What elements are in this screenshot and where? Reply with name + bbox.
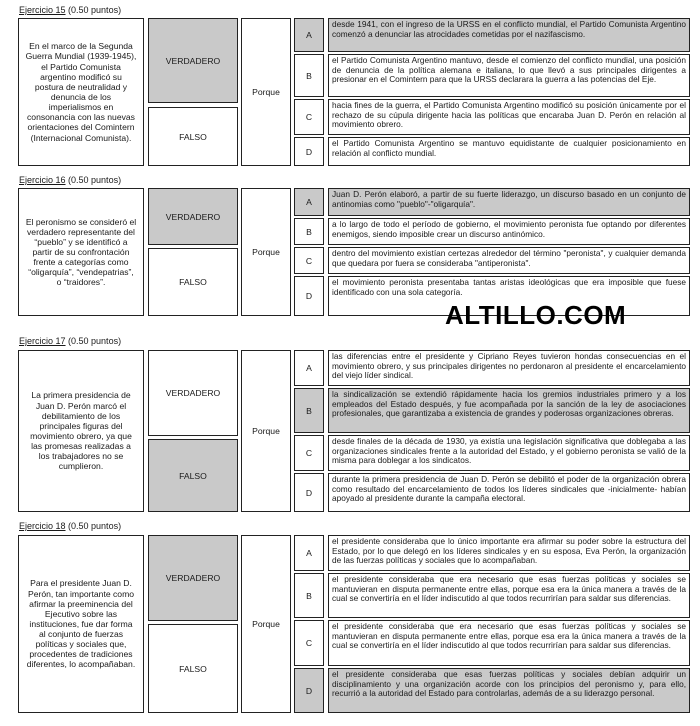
- exercise-16-option-a-letter: A: [294, 188, 324, 216]
- exercise-17-option-a-text: las diferencias entre el presidente y Cipriano Reyes tuvieron hondas consecuencias en el movimiento obrero, y sus principales dirigentes no perdonaron al presidente el encarcelamiento del viejo líder sindical.: [328, 350, 690, 386]
- exercise-15-link[interactable]: Ejercicio 15: [19, 5, 66, 15]
- exercise-16-option-d-letter: D: [294, 276, 324, 316]
- exercise-18-falso[interactable]: FALSO: [148, 624, 238, 713]
- exercise-15-points: (0.50 puntos): [65, 5, 122, 15]
- exercise-18-option-d[interactable]: [294, 668, 690, 713]
- exercise-16-title: [19, 175, 121, 185]
- exercise-15-option-a-text: desde 1941, con el ingreso de la URSS en el conflicto mundial, el Partido Comunista Argentino comenzó a denunciar las atrocidades cometidas por el nazifascismo.: [328, 18, 690, 52]
- exercise-18-option-c-letter: C: [294, 620, 324, 666]
- exercise-18-option-a-letter: A: [294, 535, 324, 571]
- exercise-17-porque: Porque: [241, 350, 291, 512]
- exercise-15-option-d-text: el Partido Comunista Argentino se mantuvo equidistante de cualquier posicionamiento en relación al conflicto mundial.: [328, 137, 690, 166]
- exercise-17-link[interactable]: Ejercicio 17: [19, 336, 66, 346]
- exercise-16-option-c[interactable]: [294, 247, 690, 274]
- exercise-18-option-d-text: el presidente consideraba que esas fuerzas políticas y sociales debían adquirir un disciplinamiento y una organización acorde con los principios del peronismo y, para ello, recurrió a la autoridad del Estado para controlarlas, además de a su liderazgo personal.: [328, 668, 690, 713]
- exercise-16-option-b-text: a lo largo de todo el período de gobierno, el movimiento peronista fue optando por diferentes enemigos, siendo imposible crear un discurso antinómico.: [328, 218, 690, 245]
- exercise-15-option-b[interactable]: [294, 54, 690, 97]
- exercise-18-option-c-text: el presidente consideraba que era necesario que esas fuerzas políticas y sociales se mantuvieran en disputa permanente entre ellas, porque esa era la única manera a través de la cual se convertiría en el líder indiscutido al que todos recurrirían para saldar sus diferencias.: [328, 620, 690, 666]
- exercise-16-option-b-letter: B: [294, 218, 324, 245]
- exercise-16-porque: Porque: [241, 188, 291, 316]
- exercise-15-option-a-letter: A: [294, 18, 324, 52]
- exercise-17-falso[interactable]: FALSO: [148, 439, 238, 512]
- exercise-16: [18, 188, 690, 316]
- exercise-16-verdadero[interactable]: VERDADERO: [148, 188, 238, 245]
- exercise-15-option-d-letter: D: [294, 137, 324, 166]
- exercise-17-option-d-text: durante la primera presidencia de Juan D. Perón se debilitó el poder de la organización obrera como resultado del encarcelamiento de todos los líderes sindicales que -inicialmente- habían apoyado al presidente durante la campaña electoral.: [328, 473, 690, 512]
- exercise-17-option-d[interactable]: [294, 473, 690, 512]
- exercise-16-option-a-text: Juan D. Perón elaboró, a partir de su fuerte liderazgo, un discurso basado en un conjunto de antinomias como "pueblo"-"oligarquía".: [328, 188, 690, 216]
- exercise-17: [18, 350, 690, 512]
- exercise-15-option-b-text: el Partido Comunista Argentino mantuvo, desde el comienzo del conflicto mundial, una posición de denuncia de la política alemana e italiana, lo que llevó a sus principales dirigentes a presionar en el Comintern para que la URSS declarara la guerra a las potencias del Eje.: [328, 54, 690, 97]
- exercise-17-option-c-letter: C: [294, 435, 324, 471]
- exercise-18-option-c[interactable]: [294, 620, 690, 666]
- exercise-17-option-b-text: la sindicalización se extendió rápidamente hacia los gremios industriales primero y a los empleados del Estado después, y fue acompañada por la sanción de la ley de asociaciones profesionales, que garantizaba a existencia de grandes y poderosas organizaciones obreras.: [328, 388, 690, 433]
- exercise-18-statement: Para el presidente Juan D. Perón, tan importante como afirmar la preeminencia del Ejecutivo sobre las instituciones, fue dar forma al conjunto de fuerzas políticas y sociales que, procedentes de tradiciones diferentes, lo acompañaban.: [18, 535, 144, 713]
- exercise-15: [18, 18, 690, 166]
- watermark-logo: ALTILLO.COM: [445, 300, 627, 330]
- exercise-18-option-b-letter: B: [294, 573, 324, 618]
- exercise-18-verdadero[interactable]: VERDADERO: [148, 535, 238, 621]
- exercise-17-option-a[interactable]: [294, 350, 690, 386]
- exercise-18-title: [19, 521, 121, 531]
- exercise-15-option-c[interactable]: [294, 99, 690, 135]
- exercise-17-title: [19, 336, 121, 346]
- exercise-16-option-b[interactable]: [294, 218, 690, 245]
- exercise-15-option-a[interactable]: [294, 18, 690, 52]
- exercise-16-statement: El peronismo se consideró el verdadero representante del “pueblo” y se identificó a partir de su confrontación frente a categorías como “oligarquía”, “vendepatrias”, o “traidores”.: [18, 188, 144, 316]
- exercise-16-option-c-text: dentro del movimiento existían certezas alrededor del término "peronista", y cualquier demanda que quedara por fuera se consideraba "antiperonista".: [328, 247, 690, 274]
- exercise-16-link[interactable]: Ejercicio 16: [19, 175, 66, 185]
- exercise-18-option-d-letter: D: [294, 668, 324, 713]
- exercise-17-points: (0.50 puntos): [65, 336, 122, 346]
- exercise-18-porque: Porque: [241, 535, 291, 713]
- exercise-18-link[interactable]: Ejercicio 18: [19, 521, 66, 531]
- exercise-17-option-d-letter: D: [294, 473, 324, 512]
- exercise-16-option-c-letter: C: [294, 247, 324, 274]
- exercise-15-option-c-text: hacia fines de la guerra, el Partido Comunista Argentino modificó su posición únicamente por el rechazo de su cúpula dirigente hacia las políticas que encaraba Juan D. Perón en relación al movimiento obrero.: [328, 99, 690, 135]
- exercise-17-statement: La primera presidencia de Juan D. Perón marcó el debilitamiento de los principales figuras del movimiento obrero, ya que las promesas realizadas a los trabajadores no se cumplieron.: [18, 350, 144, 512]
- exercise-17-option-c-text: desde finales de la década de 1930, ya existía una legislación significativa que doblegaba a las organizaciones sindicales frente a la autoridad del Estado, y el gobierno peronista se valió de la misma para doblegar a los sindicatos.: [328, 435, 690, 471]
- exercise-15-option-c-letter: C: [294, 99, 324, 135]
- exercise-18-option-b-text: el presidente consideraba que era necesario que esas fuerzas políticas y sociales se mantuvieran en disputa permanente entre ellas, porque esa era la única manera a través de la cual se convertiría en el líder indiscutido al que todos recurrirían para saldar sus diferencias.: [328, 573, 690, 618]
- exercise-18-option-a-text: el presidente consideraba que lo único importante era afirmar su poder sobre la estructura del Estado, por lo que delegó en los líderes sindicales y en su esposa, Eva Perón, la organización de las fuerzas políticas y sociales que lo acompañaban.: [328, 535, 690, 571]
- exercise-17-verdadero[interactable]: VERDADERO: [148, 350, 238, 436]
- exercise-16-points: (0.50 puntos): [65, 175, 122, 185]
- exercise-15-falso[interactable]: FALSO: [148, 107, 238, 166]
- exercise-15-title: [19, 5, 121, 15]
- exercise-15-statement: En el marco de la Segunda Guerra Mundial (1939-1945), el Partido Comunista argentino modificó su postura de neutralidad y denuncia de los imperialismos en consonancia con las nuevas orientaciones del Comintern (Internacional Comunista).: [18, 18, 144, 166]
- exercise-15-porque: Porque: [241, 18, 291, 166]
- exercise-18-option-a[interactable]: [294, 535, 690, 571]
- exercise-15-option-d[interactable]: [294, 137, 690, 166]
- exercise-18-option-b[interactable]: [294, 573, 690, 618]
- exercise-15-verdadero[interactable]: VERDADERO: [148, 18, 238, 103]
- exercise-16-falso[interactable]: FALSO: [148, 248, 238, 316]
- exercise-16-option-a[interactable]: [294, 188, 690, 216]
- exercise-17-option-a-letter: A: [294, 350, 324, 386]
- exercise-17-option-c[interactable]: [294, 435, 690, 471]
- exercise-18: [18, 535, 690, 713]
- exercise-18-points: (0.50 puntos): [65, 521, 122, 531]
- exercise-16-option-d-text: el movimiento peronista presentaba tantas aristas ideológicas que era imposible que fuese identificado con una sola categoría.: [328, 276, 690, 316]
- exercise-17-option-b-letter: B: [294, 388, 324, 433]
- exercise-15-option-b-letter: B: [294, 54, 324, 97]
- exercise-17-option-b[interactable]: [294, 388, 690, 433]
